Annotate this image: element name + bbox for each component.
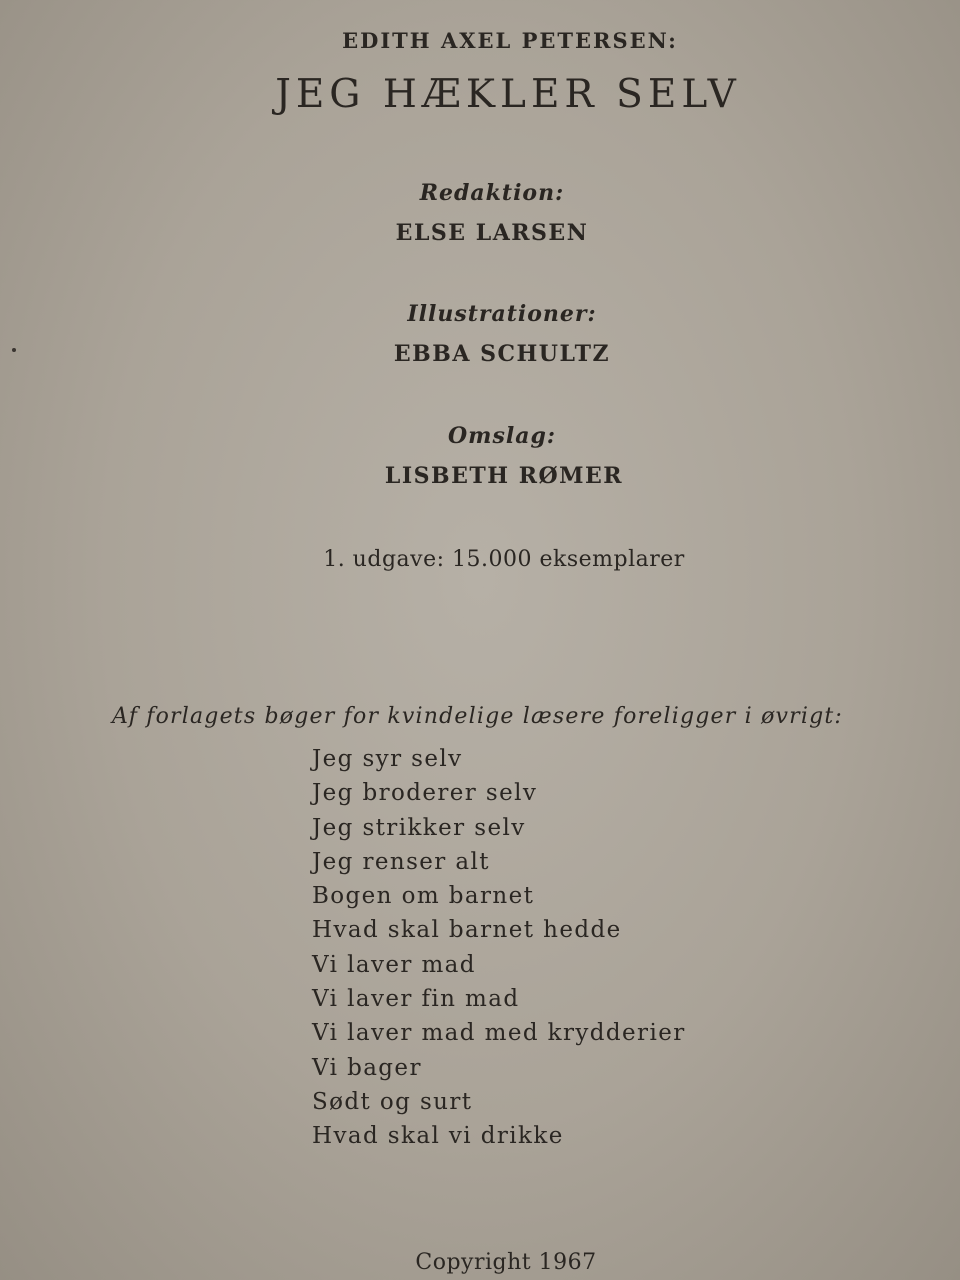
list-item: Hvad skal vi drikke (312, 1123, 564, 1150)
paper-speck (12, 348, 16, 352)
list-item: Bogen om barnet (312, 883, 535, 910)
other-books-intro: Af forlagets bøger for kvindelige læsere foreligger i øvrigt: (112, 704, 844, 729)
credit-role-cover: Omslag: (448, 423, 556, 449)
list-item: Vi bager (312, 1054, 422, 1081)
book-title: JEG HÆKLER SELV (275, 72, 741, 117)
credit-role-editor: Redaktion: (419, 180, 565, 206)
list-item: Jeg syr selv (312, 746, 463, 772)
list-item: Vi laver mad med krydderier (312, 1020, 686, 1047)
other-books-list (312, 742, 686, 1154)
credit-name-cover: LISBETH RØMER (384, 463, 624, 489)
credit-role-illustrator: Illustrationer: (407, 301, 597, 327)
list-item: Jeg broderer selv (312, 780, 538, 807)
list-item: Sødt og surt (312, 1088, 473, 1115)
list-item: Jeg renser alt (312, 848, 490, 875)
credit-name-illustrator: EBBA SCHULTZ (393, 341, 611, 367)
copyright-notice: Copyright 1967 (415, 1250, 597, 1275)
author-name: EDITH AXEL PETERSEN: (342, 28, 678, 53)
list-item: Jeg strikker selv (312, 814, 526, 841)
credit-name-editor: ELSE LARSEN (395, 220, 589, 246)
list-item: Hvad skal barnet hedde (312, 917, 622, 944)
edition-info: 1. udgave: 15.000 eksemplarer (323, 547, 685, 572)
list-item: Vi laver fin mad (312, 986, 520, 1013)
list-item: Vi laver mad (312, 951, 476, 978)
